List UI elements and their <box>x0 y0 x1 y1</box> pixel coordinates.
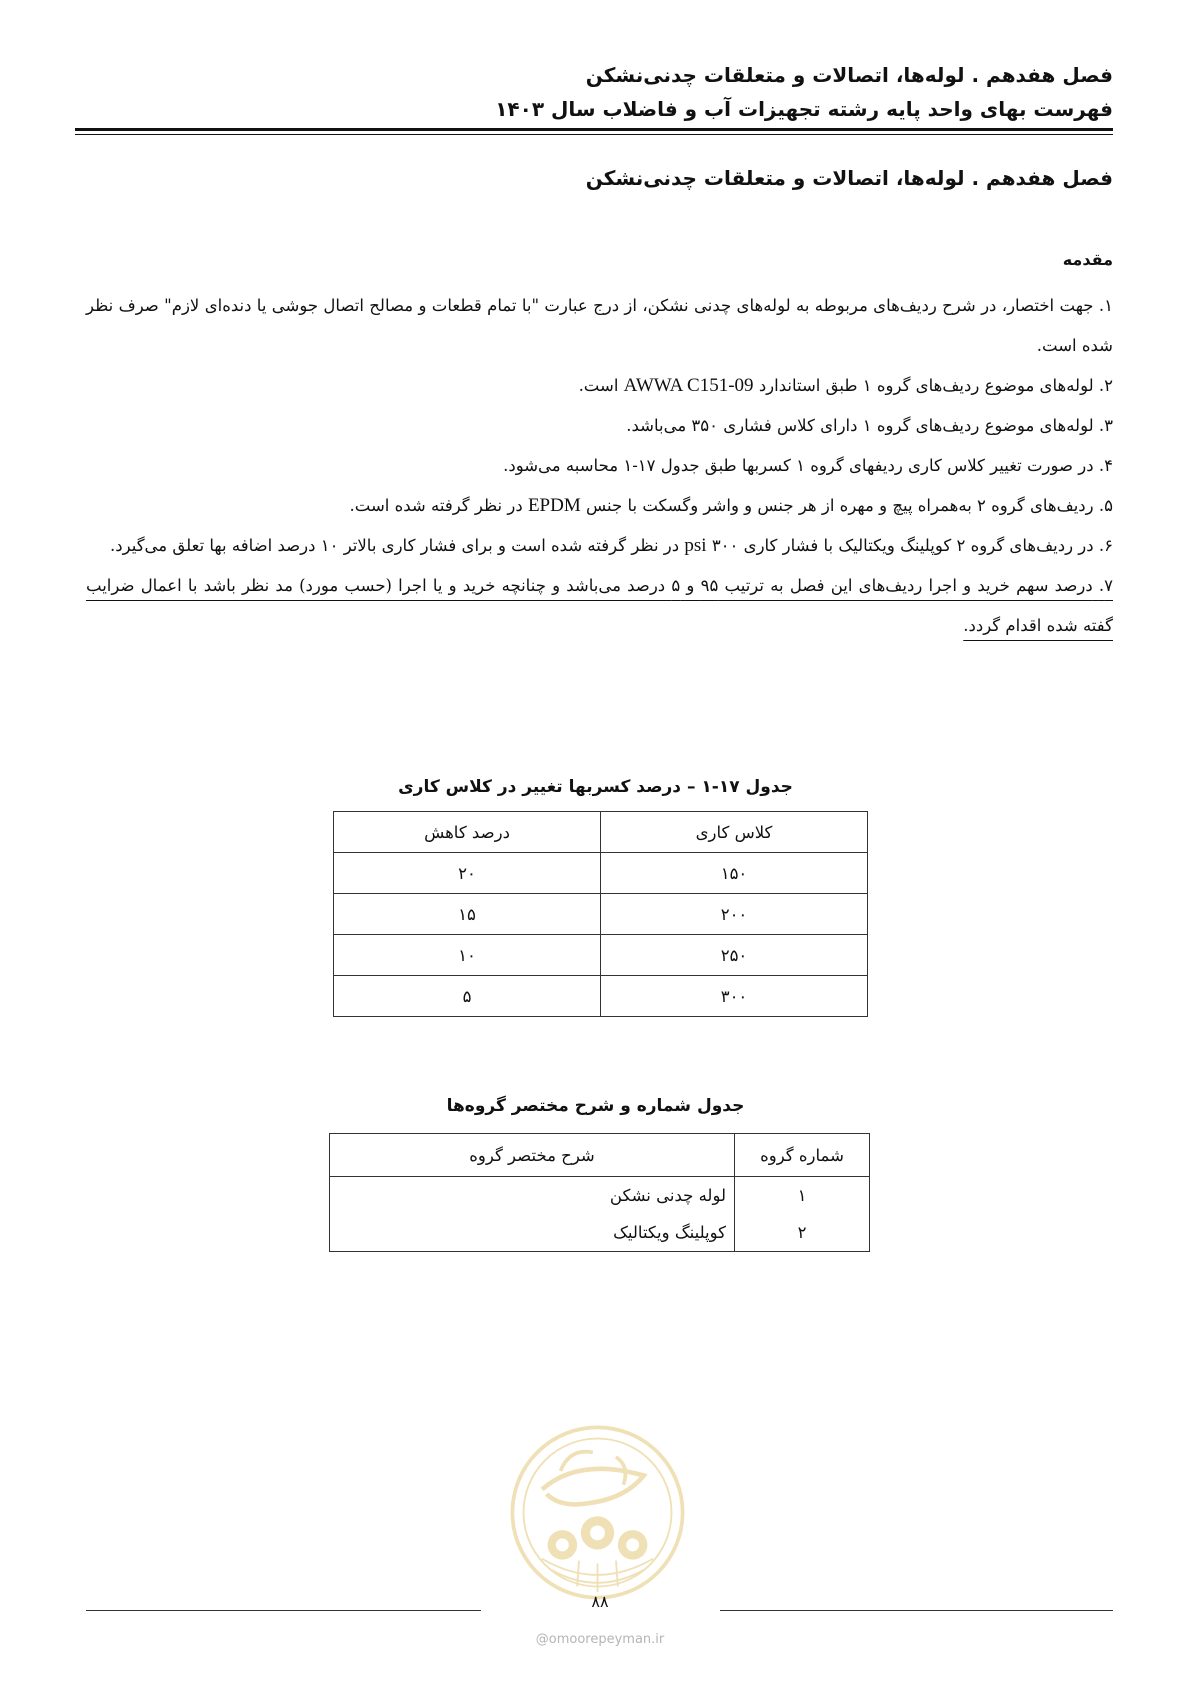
pressure-unit: psi <box>684 535 707 556</box>
column-header-class: کلاس کاری <box>601 812 868 853</box>
header-divider <box>75 128 1113 131</box>
material-code: EPDM <box>527 495 581 516</box>
cell-group-number: ۱ <box>735 1177 870 1215</box>
intro-heading: مقدمه <box>1062 250 1113 269</box>
groups-table-caption: جدول شماره و شرح مختصر گروه‌ها <box>446 1096 745 1116</box>
note-text-end: است. <box>578 376 619 395</box>
table-header-row <box>330 1134 870 1177</box>
table-row <box>334 935 868 976</box>
note-number: ۵. <box>1098 496 1113 515</box>
note-text: در صورت تغییر کلاس کاری ردیفهای گروه ۱ کسربها طبق جدول ۱۷-۱ محاسبه می‌شود. <box>503 456 1094 475</box>
column-header-group-description: شرح مختصر گروه <box>330 1134 735 1177</box>
column-header-reduction: درصد کاهش <box>334 812 601 853</box>
class-reduction-table <box>333 811 868 1017</box>
note-item <box>86 406 1113 446</box>
note-text: درصد سهم خرید و اجرا ردیف‌های این فصل به ترتیب ۹۵ و ۵ درصد می‌باشد و چنانچه خرید و یا اجرا (حسب مورد) مد نظر باشد با اعمال ضرایب گفته شده اقدام گردد. <box>86 576 1113 635</box>
table-header-row <box>334 812 868 853</box>
cell-class: ۲۵۰ <box>601 935 868 976</box>
page-header <box>75 58 1113 126</box>
header-divider-thin <box>75 134 1113 135</box>
note-item <box>86 446 1113 486</box>
note-text-end: در نظر گرفته شده است و برای فشار کاری بالاتر ۱۰ درصد اضافه بها تعلق می‌گیرد. <box>110 536 680 555</box>
header-price-list-line: فهرست بهای واحد پایه رشته تجهیزات آب و فاضلاب سال ۱۴۰۳ <box>495 97 1113 121</box>
note-text: لوله‌های موضوع ردیف‌های گروه ۱ دارای کلاس فشاری ۳۵۰ می‌باشد. <box>626 416 1094 435</box>
note-text-end: در نظر گرفته شده است. <box>349 496 523 515</box>
table-row <box>330 1177 870 1215</box>
cell-class: ۳۰۰ <box>601 976 868 1017</box>
cell-reduction: ۱۵ <box>334 894 601 935</box>
cell-group-description: لوله چدنی نشکن <box>330 1177 735 1215</box>
table-row <box>334 894 868 935</box>
chapter-title: فصل هفدهم . لوله‌ها، اتصالات و متعلقات چدنی‌نشکن <box>585 166 1113 190</box>
column-header-group-number: شماره گروه <box>735 1134 870 1177</box>
watermark-seal-logo <box>505 1420 690 1605</box>
cell-class: ۲۰۰ <box>601 894 868 935</box>
watermark-url: @omoorepeyman.ir <box>535 1632 665 1647</box>
note-item <box>86 286 1113 366</box>
header-chapter-line: فصل هفدهم . لوله‌ها، اتصالات و متعلقات چدنی‌نشکن <box>585 63 1113 87</box>
note-text: ردیف‌های گروه ۲ به‌همراه پیچ و مهره از هر جنس و واشر وگسکت با جنس <box>586 496 1094 515</box>
cell-class: ۱۵۰ <box>601 853 868 894</box>
note-number: ۷. <box>1098 576 1113 595</box>
cell-group-description: کوپلینگ ویکتالیک <box>330 1214 735 1252</box>
table-row <box>330 1214 870 1252</box>
footer-divider-right <box>720 1610 1113 1611</box>
cell-reduction: ۱۰ <box>334 935 601 976</box>
note-number: ۳. <box>1098 416 1113 435</box>
note-number: ۱. <box>1098 296 1113 315</box>
note-item <box>86 526 1113 566</box>
note-text: جهت اختصار، در شرح ردیف‌های مربوطه به لوله‌های چدنی نشکن، از درج عبارت "با تمام قطعات و مصالح اتصال جوشی یا دنده‌ای لازم" صرف نظر شده است. <box>86 296 1113 355</box>
note-number: ۴. <box>1098 456 1113 475</box>
seal-calligraphy <box>542 1469 644 1505</box>
note-text: لوله‌های موضوع ردیف‌های گروه ۱ طبق استاندارد <box>758 376 1094 395</box>
cell-group-number: ۲ <box>735 1214 870 1252</box>
groups-table <box>329 1133 870 1252</box>
cell-reduction: ۲۰ <box>334 853 601 894</box>
standard-code: AWWA C151-09 <box>623 375 754 396</box>
page-number: ۸۸ <box>591 1592 609 1611</box>
intro-notes-list <box>86 286 1113 646</box>
note-item <box>86 366 1113 406</box>
note-text: در ردیف‌های گروه ۲ کوپلینگ ویکتالیک با فشار کاری ۳۰۰ <box>711 536 1094 555</box>
note-item <box>86 566 1113 646</box>
class-table-caption: جدول ۱۷-۱ – درصد کسربها تغییر در کلاس کاری <box>398 777 793 797</box>
cell-reduction: ۵ <box>334 976 601 1017</box>
footer-divider-left <box>86 1610 481 1611</box>
note-number: ۲. <box>1098 376 1113 395</box>
table-row <box>334 853 868 894</box>
note-item <box>86 486 1113 526</box>
note-number: ۶. <box>1098 536 1113 555</box>
table-row <box>334 976 868 1017</box>
